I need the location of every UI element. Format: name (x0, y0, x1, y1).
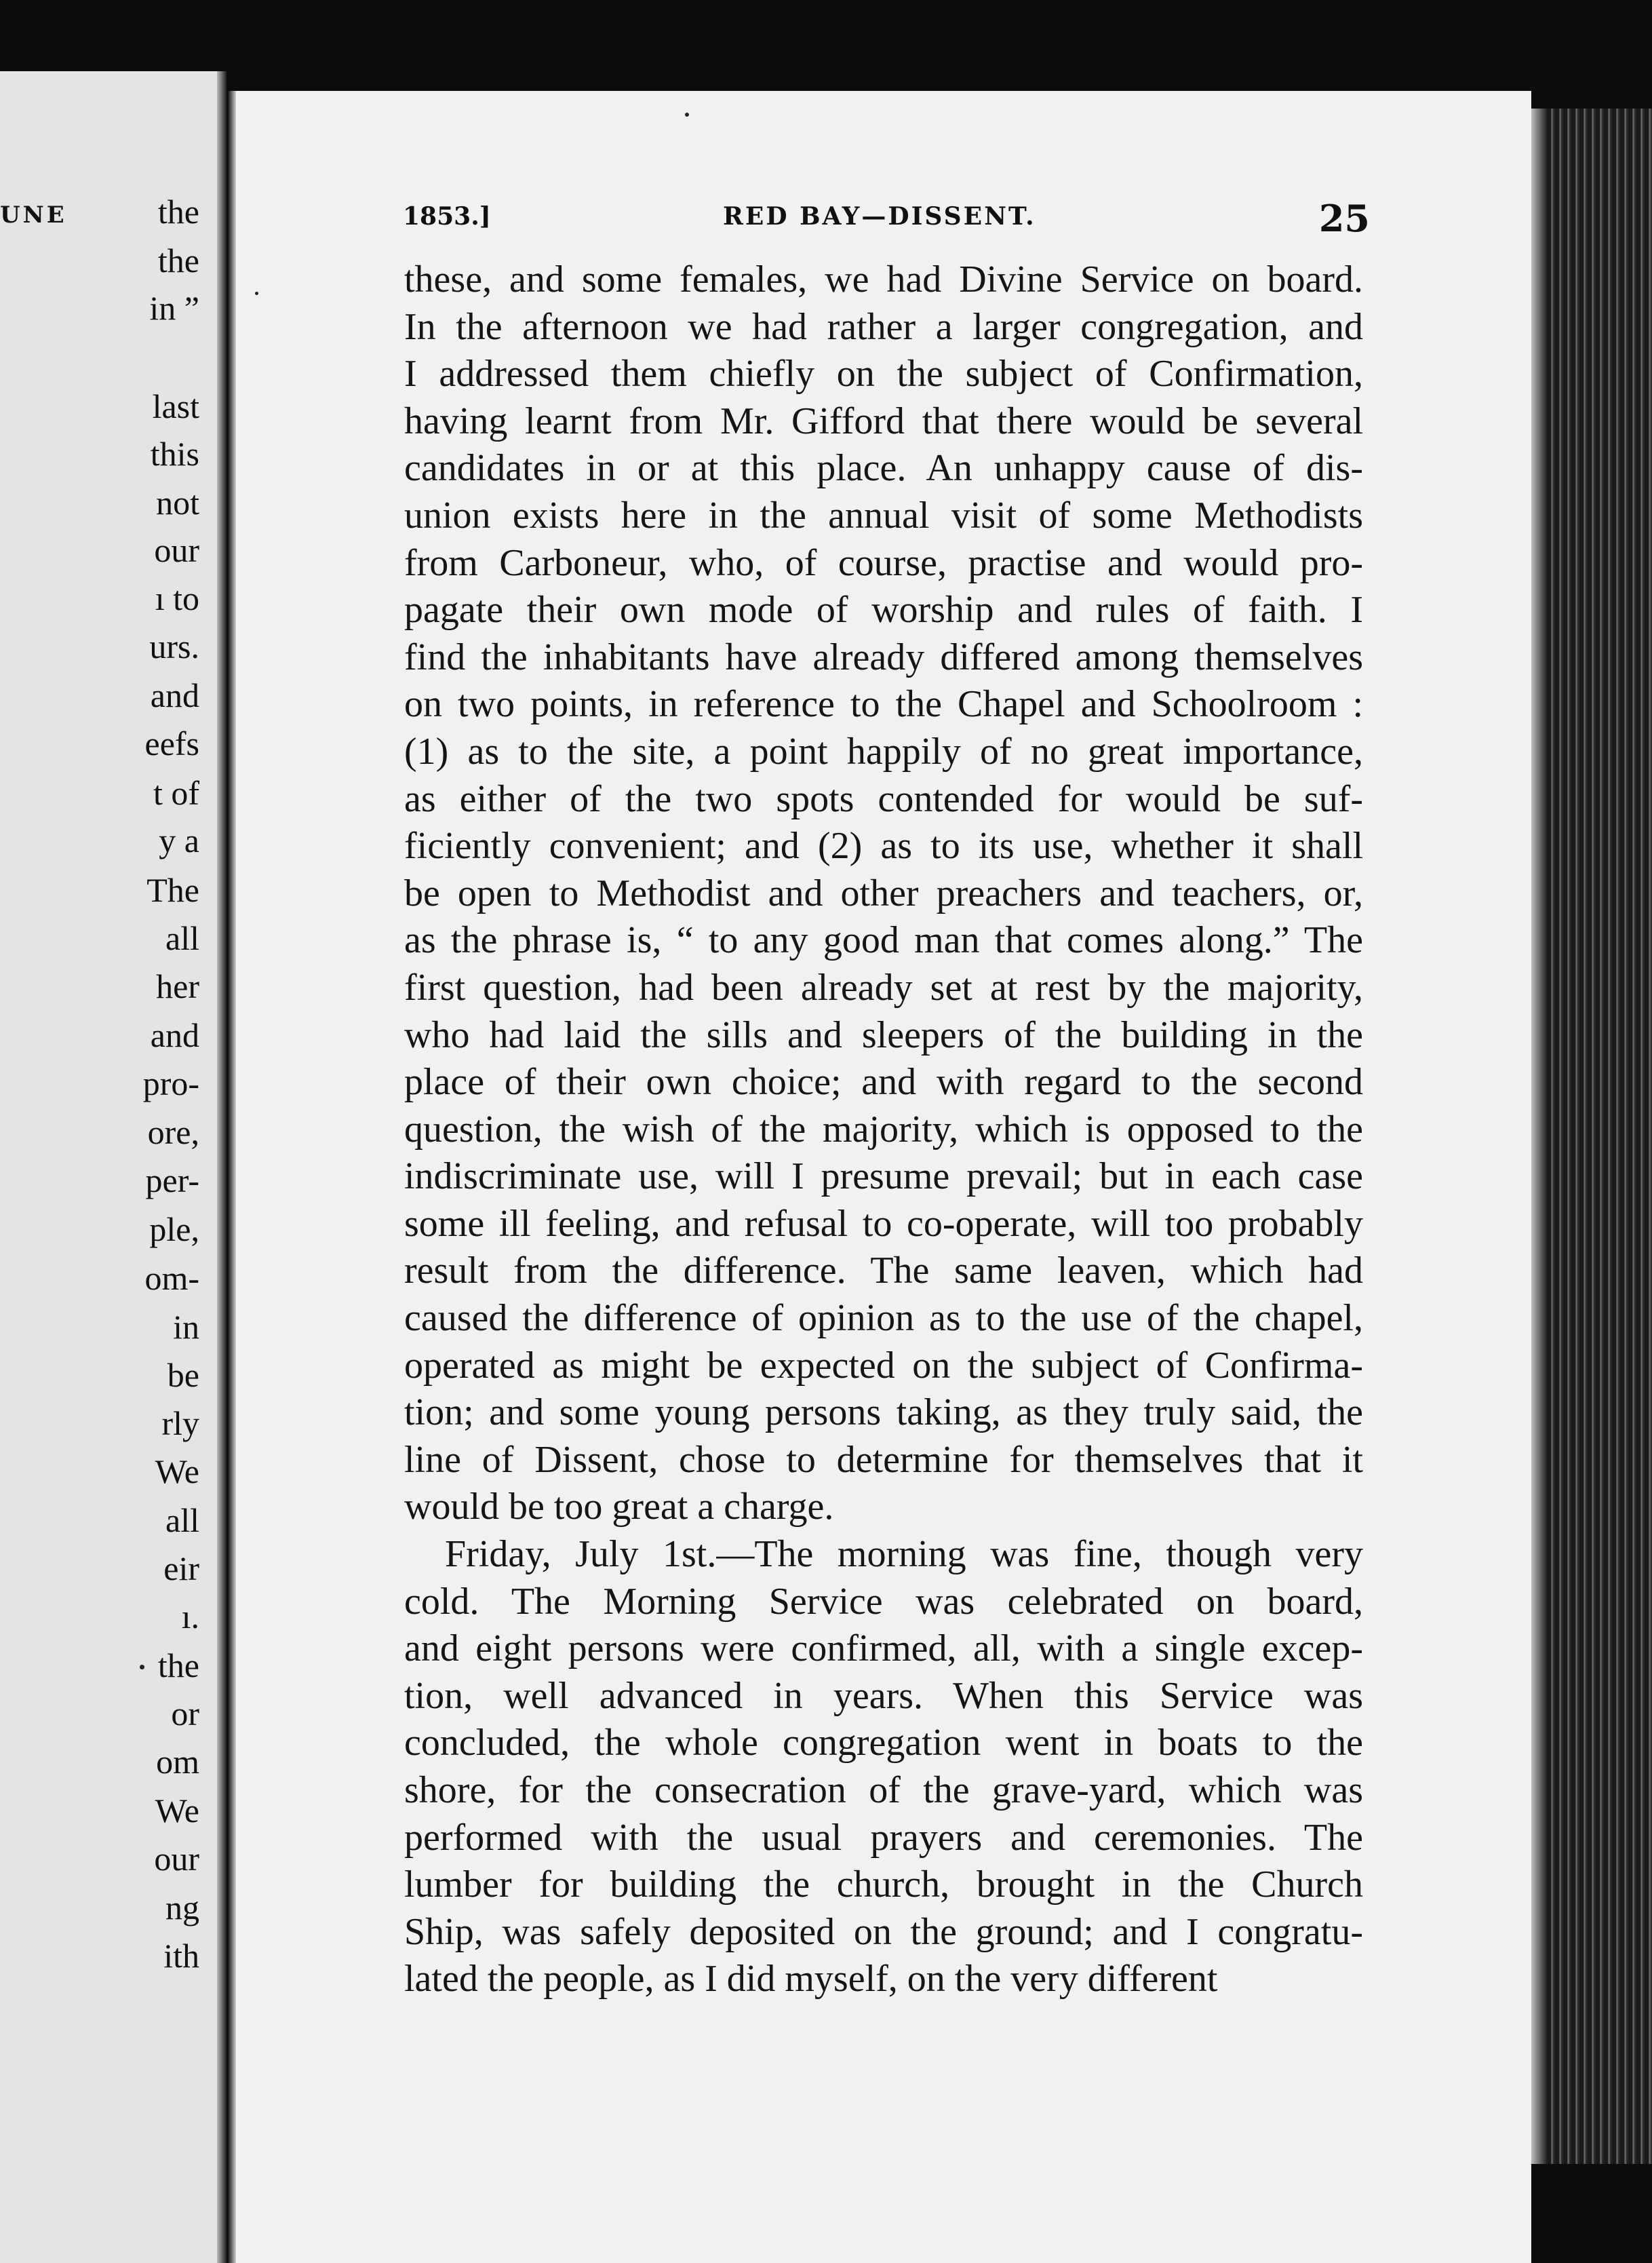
text-line: as the phrase is, “ to any good man that comes along.” The (404, 919, 1363, 962)
text-line: line of Dissent, chose to determine for themselves that it (404, 1438, 1363, 1481)
ink-speck (140, 1665, 144, 1669)
left-text-fragment: and (150, 676, 199, 714)
text-line: as either of the two spots contended for would be suf- (404, 777, 1363, 820)
left-text-fragment: urs. (149, 627, 199, 665)
left-text-fragment: the (157, 241, 199, 279)
left-text-fragment: ith (163, 1937, 199, 1975)
text-line: (1) as to the site, a point happily of no great importance, (404, 730, 1363, 773)
text-line: Ship, was safely deposited on the ground; and I congratu- (404, 1910, 1363, 1953)
left-text-fragment: ng (165, 1889, 199, 1927)
running-head-year: 1853.] (403, 202, 491, 231)
book-gutter (228, 91, 236, 2263)
ink-speck (685, 113, 689, 117)
left-text-fragment: ı. (181, 1598, 199, 1636)
text-line: these, and some females, we had Divine Service on board. (404, 258, 1363, 301)
left-text-fragment: all (165, 1501, 199, 1539)
left-text-fragment: rly (161, 1404, 199, 1442)
text-line: tion, well advanced in years. When this Service was (404, 1674, 1363, 1717)
left-text-fragment: om- (144, 1259, 199, 1297)
left-text-fragment: ore, (147, 1113, 199, 1151)
body-text (404, 256, 1363, 2003)
left-page (0, 71, 227, 2263)
text-line: lated the people, as I did myself, on the very different (404, 1958, 1218, 2000)
left-text-fragment: in (173, 1308, 199, 1346)
left-text-fragment: eefs (144, 724, 199, 762)
left-text-fragment: be (167, 1356, 199, 1394)
text-line: In the afternoon we had rather a larger congregation, and (404, 305, 1363, 348)
left-text-fragment: the (157, 1646, 199, 1684)
text-line: from Carboneur, who, of course, practise and would pro- (404, 541, 1363, 584)
text-line: performed with the usual prayers and ceremonies. The (404, 1816, 1363, 1859)
left-text-fragment: om (156, 1743, 199, 1781)
text-line: I addressed them chiefly on the subject of Confirmation, (404, 353, 1363, 395)
left-text-fragment: pro- (142, 1064, 199, 1102)
text-line: lumber for building the church, brought in the Church (404, 1863, 1363, 1906)
left-text-fragment: all (165, 919, 199, 957)
text-line: would be too great a charge. (404, 1486, 834, 1528)
text-line: be open to Methodist and other preachers and teachers, or, (404, 872, 1363, 914)
page-edge-shadow (1531, 109, 1546, 2164)
text-line: ficiently convenient; and (2) as to its use, whether it shall (404, 825, 1363, 868)
text-line: tion; and some young persons taking, as they truly said, the (404, 1391, 1363, 1434)
text-line: cold. The Morning Service was celebrated on board, (404, 1580, 1363, 1623)
text-line: and eight persons were confirmed, all, with a single excep- (404, 1627, 1363, 1670)
text-line: operated as might be expected on the subject of Confirma- (404, 1344, 1363, 1387)
text-line: pagate their own mode of worship and rules of faith. I (404, 589, 1363, 632)
left-text-fragment: her (156, 967, 199, 1005)
text-line: union exists here in the annual visit of some Methodists (404, 494, 1363, 537)
text-line: shore, for the consecration of the grave-yard, which was (404, 1769, 1363, 1811)
book-page-edges (1531, 109, 1652, 2164)
left-text-fragment: in ” (149, 289, 199, 327)
running-head (403, 197, 1370, 240)
left-text-fragment: The (146, 871, 199, 909)
left-text-fragment: and (150, 1016, 199, 1054)
left-text-fragment: not (156, 484, 199, 522)
left-text-fragment: per- (145, 1161, 199, 1199)
text-line: concluded, the whole congregation went in boats to the (404, 1722, 1363, 1764)
text-line: result from the difference. The same leaven, which had (404, 1250, 1363, 1292)
text-line: candidates in or at this place. An unhappy cause of dis- (404, 447, 1363, 490)
text-line: on two points, in reference to the Chapel and Schoolroom : (404, 683, 1363, 726)
left-text-fragment: our (154, 1840, 199, 1878)
left-text-fragment: or (171, 1695, 199, 1733)
left-text-fragment: t of (153, 774, 199, 812)
left-text-fragment: We (155, 1792, 199, 1830)
left-text-fragment: our (154, 531, 199, 569)
left-text-fragment: y a (159, 821, 199, 859)
running-head-title: RED BAY—DISSENT. (723, 202, 1036, 231)
text-line: find the inhabitants have already differed among themselves (404, 636, 1363, 678)
left-page-gutter (217, 71, 227, 2263)
text-line: some ill feeling, and refusal to co-operate, will too probably (404, 1202, 1363, 1245)
left-text-fragment: eir (163, 1549, 199, 1587)
text-line: who had laid the sills and sleepers of the building in the (404, 1013, 1363, 1056)
text-line: question, the wish of the majority, which is opposed to the (404, 1108, 1363, 1150)
page-number: 25 (1318, 197, 1370, 240)
text-line: having learnt from Mr. Gifford that there would be several (404, 400, 1363, 442)
text-line: caused the difference of opinion as to the use of the chapel, (404, 1297, 1363, 1340)
left-text-fragment: We (155, 1452, 199, 1490)
left-text-fragment: ı to (155, 579, 199, 617)
text-line: place of their own choice; and with regard to the second (404, 1061, 1363, 1104)
left-text-fragment: the (157, 193, 199, 231)
left-page-header: UNE (0, 201, 67, 229)
left-text-fragment: last (152, 387, 199, 425)
ink-speck (255, 292, 258, 295)
text-line: indiscriminate use, will I presume prevail; but in each case (404, 1155, 1363, 1198)
left-text-fragment: this (150, 435, 199, 473)
text-line: Friday, July 1st.—The morning was fine, though very (445, 1533, 1363, 1576)
text-line: first question, had been already set at rest by the majority, (404, 966, 1363, 1009)
left-text-fragment: ple, (149, 1210, 199, 1248)
